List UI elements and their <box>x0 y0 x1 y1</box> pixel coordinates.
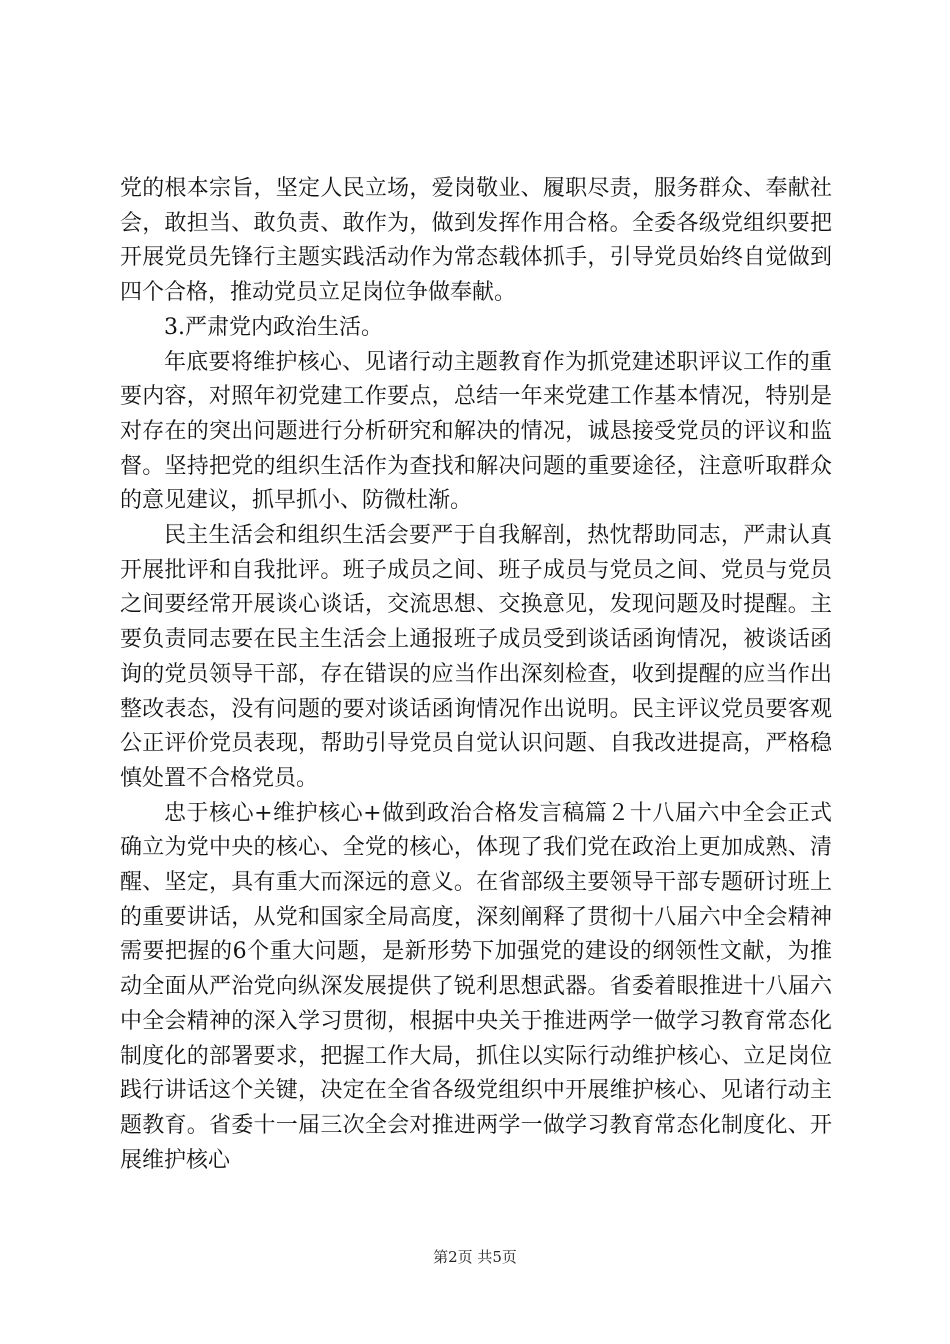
paragraph: 年底要将维护核心、见诸行动主题教育作为抓党建述职评议工作的重要内容，对照年初党建工作要点，总结一年来党建工作基本情况，特别是对存在的突出问题进行分析研究和解决的情况，诚恳接受党员的评议和监督。坚持把党的组织生活作为查找和解决问题的重要途径，注意听取群众的意见建议，抓早抓小、防微杜渐。 <box>120 349 832 514</box>
page-footer: 第2页 共5页 <box>433 1248 517 1266</box>
paragraph: 忠于核心+维护核心+做到政治合格发言稿篇２十八届六中全会正式确立为党中央的核心、全党的核心，体现了我们党在政治上更加成熟、清醒、坚定，具有重大而深远的意义。在省部级主要领导干部专题研讨班上的重要讲话，从党和国家全局高度，深刻阐释了贯彻十八届六中全会精神需要把握的6个重大问题，是新形势下加强党的建设的纲领性文献，为推动全面从严治党向纵深发展提供了锐利思想武器。省委着眼推进十八届六中全会精神的深入学习贯彻，根据中央关于推进两学一做学习教育常态化制度化的部署要求，把握工作大局，抓住以实际行动维护核心、立足岗位践行讲话这个关键，决定在全省各级党组织中开展维护核心、见诸行动主题教育。省委十一届三次全会对推进两学一做学习教育常态化制度化、开展维护核心 <box>120 800 832 1173</box>
paragraph-continued: 党的根本宗旨，坚定人民立场，爱岗敬业、履职尽责，服务群众、奉献社会，敢担当、敢负责、敢作为，做到发挥作用合格。全委各级党组织要把开展党员先锋行主题实践活动作为常态载体抓手，引导党员始终自觉做到四个合格，推动党员立足岗位争做奉献。 <box>120 176 832 306</box>
document-body <box>120 172 832 1178</box>
section-heading: 3.严肃党内政治生活。 <box>164 314 383 340</box>
paragraph: 民主生活会和组织生活会要严于自我解剖，热忱帮助同志，严肃认真开展批评和自我批评。班子成员之间、班子成员与党员之间、党员与党员之间要经常开展谈心谈话，交流思想、交换意见，发现问题及时提醒。主要负责同志要在民主生活会上通报班子成员受到谈话函询情况，被谈话函询的党员领导干部，存在错误的应当作出深刻检查，收到提醒的应当作出整改表态，没有问题的要对谈话函询情况作出说明。民主评议党员要客观公正评价党员表现，帮助引导党员自觉认识问题、自我改进提高，严格稳慎处置不合格党员。 <box>120 523 832 791</box>
